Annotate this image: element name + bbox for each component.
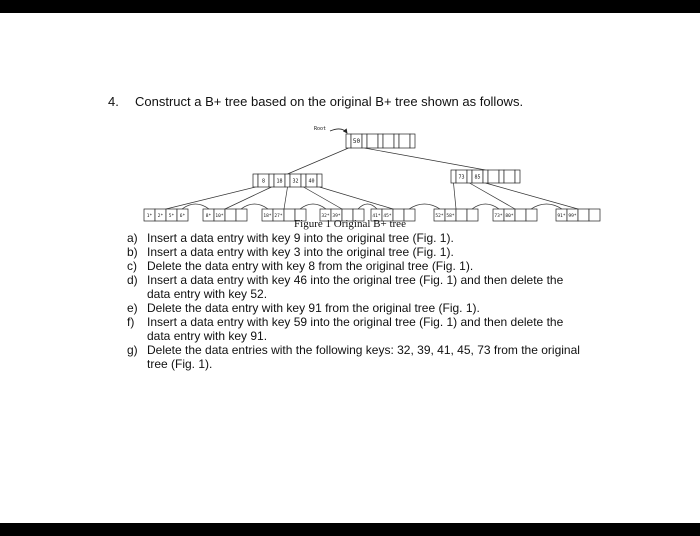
node-key: 40 (308, 178, 315, 185)
sub-question-text: Delete the data entry with key 91 from the original tree (Fig. 1). (147, 301, 480, 315)
node-key: 2* (157, 214, 164, 219)
root-node (346, 134, 415, 148)
node-key: 91* (557, 214, 566, 219)
sub-question (127, 315, 587, 343)
node-key: 1* (146, 214, 153, 219)
question-text: Construct a B+ tree based on the original B+ tree shown as follows. (135, 94, 524, 109)
sub-question (127, 273, 587, 301)
sub-question-text: Insert a data entry with key 59 into the original tree (Fig. 1) and then delete the data entry with key 91. (147, 315, 564, 343)
node-key: 5* (168, 214, 175, 219)
sub-question-label: g) (127, 343, 138, 357)
inner-node-left (253, 174, 322, 187)
node-key: 8 (261, 178, 266, 185)
sub-question (127, 259, 587, 273)
sub-question-label: d) (127, 273, 138, 287)
node-key: 50 (352, 138, 361, 145)
node-key: 8* (205, 214, 212, 219)
sub-question (127, 245, 587, 259)
node-key: 99* (568, 214, 577, 219)
document-page (0, 13, 700, 523)
inner-node-right (451, 170, 520, 183)
root-label: Root (314, 126, 327, 132)
sub-question-list (127, 231, 587, 371)
node-key: 18* (263, 214, 272, 219)
sub-question (127, 231, 587, 245)
node-key: 10* (215, 214, 224, 219)
node-key: 45* (383, 214, 392, 219)
node-key: 32* (321, 214, 330, 219)
figure-caption: Figure 1 Original B+ tree (294, 218, 406, 230)
sub-question-text: Insert a data entry with key 46 into the original tree (Fig. 1) and then delete the data entry with key 52. (147, 273, 564, 301)
sub-question-text: Insert a data entry with key 9 into the original tree (Fig. 1). (147, 231, 454, 245)
node-key: 73* (494, 214, 503, 219)
node-key: 80* (505, 214, 514, 219)
sub-question-label: c) (127, 259, 137, 273)
node-key: 32 (292, 178, 299, 185)
node-key: 58* (446, 214, 455, 219)
node-key: 27* (274, 214, 283, 219)
sub-question-text: Insert a data entry with key 3 into the original tree (Fig. 1). (147, 245, 454, 259)
sub-question-label: f) (127, 315, 135, 329)
sub-question-label: e) (127, 301, 138, 315)
question-number: 4. (108, 94, 119, 109)
node-key: 52* (435, 214, 444, 219)
sub-question-text: Delete the data entry with key 8 from the original tree (Fig. 1). (147, 259, 474, 273)
sub-question (127, 301, 587, 315)
bplus-tree-figure (0, 13, 700, 223)
node-key: 85 (474, 174, 481, 181)
sub-question-label: b) (127, 245, 138, 259)
sub-question-text: Delete the data entries with the following keys: 32, 39, 41, 45, 73 from the original tree (Fig. 1). (147, 343, 580, 371)
node-key: 73 (458, 174, 465, 181)
sub-question-label: a) (127, 231, 138, 245)
node-key: 18 (276, 178, 283, 185)
node-key: 6* (179, 214, 186, 219)
node-key: 41* (372, 214, 381, 219)
node-key: 39* (332, 214, 341, 219)
sub-question (127, 343, 587, 371)
